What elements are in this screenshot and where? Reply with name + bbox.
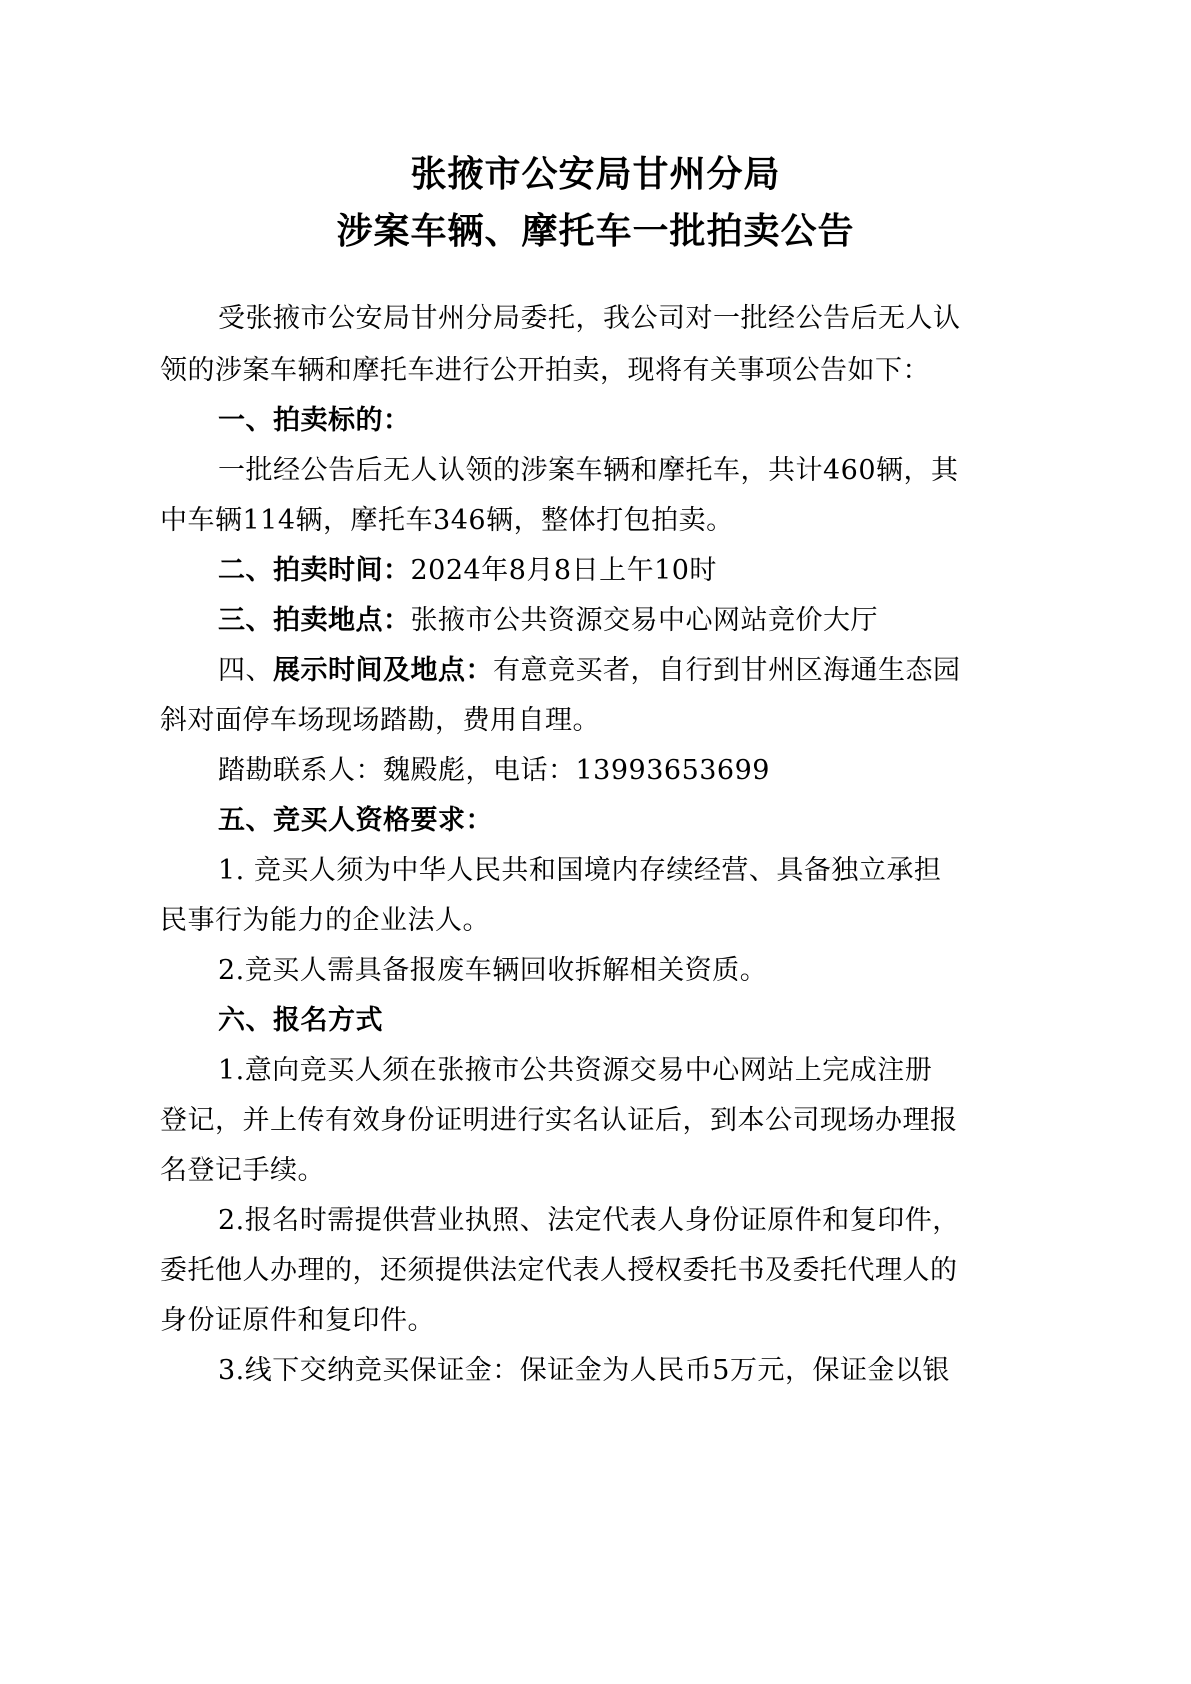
intro-line1: 受张掖市公安局甘州分局委托，我公司对一批经公告后无人认 <box>218 303 961 334</box>
section6-item2-line3: 身份证原件和复印件。 <box>160 1305 435 1336</box>
section6-item1-line2: 登记，并上传有效身份证明进行实名认证后，到本公司现场办理报 <box>160 1105 958 1136</box>
section5-item2: 2.竞买人需具备报废车辆回收拆解相关资质。 <box>218 955 768 986</box>
section6-heading: 六、报名方式 <box>218 1005 383 1036</box>
section3-label: 三、拍卖地点： <box>218 605 411 636</box>
section4-line2: 斜对面停车场现场踏勘，费用自理。 <box>160 705 600 736</box>
section6-item2-line1: 2.报名时需提供营业执照、法定代表人身份证原件和复印件， <box>218 1205 960 1236</box>
section4-prefix: 四、 <box>218 655 273 686</box>
section6-item2-line2: 委托他人办理的，还须提供法定代表人授权委托书及委托代理人的 <box>160 1255 958 1286</box>
intro-line2: 领的涉案车辆和摩托车进行公开拍卖，现将有关事项公告如下： <box>160 355 930 386</box>
section1-line1: 一批经公告后无人认领的涉案车辆和摩托车，共计460辆，其 <box>218 455 959 486</box>
section4-label: 展示时间及地点： <box>273 655 493 686</box>
section4-value: 有意竞买者，自行到甘州区海通生态园 <box>493 655 961 686</box>
section6-item1-line3: 名登记手续。 <box>160 1155 325 1186</box>
document-title-line2: 涉案车辆、摩托车一批拍卖公告 <box>336 211 855 252</box>
section1-heading: 一、拍卖标的： <box>218 405 411 436</box>
section2-value: 2024年8月8日上午10时 <box>410 555 717 586</box>
section5-item1-line1: 1. 竞买人须为中华人民共和国境内存续经营、具备独立承担 <box>218 855 942 886</box>
section4-line1 <box>218 652 1098 690</box>
section4-contact: 踏勘联系人：魏殿彪，电话：13993653699 <box>218 755 770 786</box>
section2-line <box>218 552 1098 590</box>
section3-line <box>218 602 1098 640</box>
section1-line2: 中车辆114辆，摩托车346辆，整体打包拍卖。 <box>160 505 734 536</box>
section5-item1-line2: 民事行为能力的企业法人。 <box>160 905 490 936</box>
section3-value: 张掖市公共资源交易中心网站竞价大厅 <box>410 605 878 636</box>
section5-heading: 五、竞买人资格要求： <box>218 805 493 836</box>
document-title-line1: 张掖市公安局甘州分局 <box>410 154 781 195</box>
section6-item3-line1: 3.线下交纳竞买保证金：保证金为人民币5万元，保证金以银 <box>218 1355 950 1386</box>
section2-label: 二、拍卖时间： <box>218 555 411 586</box>
section6-item1-line1: 1.意向竞买人须在张掖市公共资源交易中心网站上完成注册 <box>218 1055 933 1086</box>
